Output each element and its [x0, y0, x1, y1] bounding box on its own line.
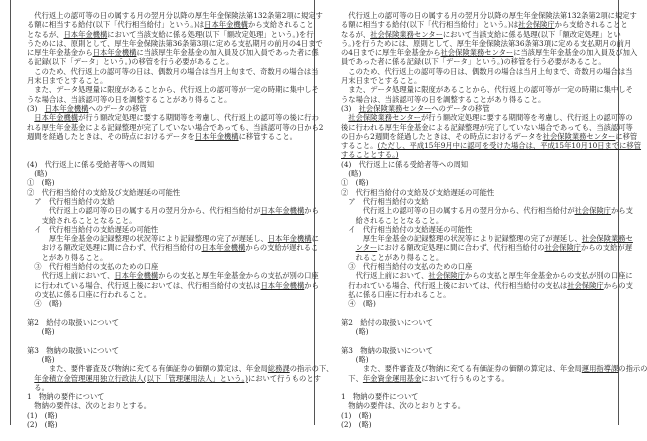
- text-segment: の指示の下、: [289, 364, 334, 374]
- text-line: [341, 392, 618, 401]
- text-line: [27, 48, 319, 58]
- amended-text: 日本年金機構: [204, 20, 248, 30]
- text-segment: に当該厚生年金基金の加入員及び加入員であった者に係: [136, 48, 319, 58]
- amended-text: 日本年金機構: [44, 103, 89, 113]
- text-line: [341, 48, 638, 58]
- amended-text: 社会保険業務センター: [440, 48, 514, 58]
- text-segment: うな場合は、当該認可等の日を調整することがあり得ること。: [27, 94, 232, 104]
- text-segment: 第3 物納の取扱いについて: [27, 345, 120, 355]
- text-line: [341, 169, 618, 178]
- text-segment: に移管すること。: [238, 131, 297, 141]
- amended-text: 日本年金機構: [114, 271, 159, 281]
- text-line: [27, 160, 314, 169]
- text-segment: 物納の要件は、次のとおりとする。: [341, 401, 466, 411]
- text-segment: からの支給が遅れるこ: [245, 243, 319, 253]
- text-line: [341, 374, 618, 383]
- text-line: [27, 76, 314, 85]
- text-segment: となるが、: [27, 29, 64, 39]
- amended-text: 社会保険業務セ: [581, 234, 633, 244]
- text-segment: なるが、: [341, 29, 371, 39]
- text-segment: の指示の: [618, 364, 647, 374]
- amended-text: 社会保険庁: [428, 271, 465, 281]
- amended-text: 年金積立金管理運用独立行政法人(以下「管理運用法人」という。): [34, 373, 248, 383]
- text-line: [341, 290, 618, 299]
- text-segment: [341, 243, 356, 252]
- text-line: [27, 401, 314, 410]
- text-line: [341, 11, 637, 20]
- text-segment: ④ (略): [27, 299, 62, 309]
- text-segment: に移管: [615, 131, 638, 141]
- text-segment: 1 物納の要件について: [27, 392, 105, 402]
- text-line: [341, 355, 618, 364]
- text-segment: おける額改定処理に間に合わず、代行相当給付の: [27, 243, 202, 253]
- amended-text: 日本年金機構: [194, 131, 239, 141]
- text-line: [341, 225, 618, 234]
- text-line: [341, 131, 638, 141]
- text-line: [27, 197, 314, 206]
- text-segment: ③ 代行相当給付の支払のための口座: [27, 262, 159, 272]
- text-segment: に当該厚生年金基金の加入員及び加入: [513, 48, 638, 58]
- text-segment: から支: [610, 206, 633, 216]
- text-line: [341, 401, 618, 410]
- amended-text: 日本年金機構: [34, 113, 79, 123]
- text-segment: (略): [27, 327, 55, 337]
- text-line: [27, 318, 314, 327]
- text-segment: (3): [341, 103, 359, 113]
- text-line: [341, 66, 633, 76]
- text-segment: から: [304, 280, 319, 290]
- text-segment: 代行返上前において、: [341, 271, 429, 281]
- text-segment: 代行返上の認可等の日の属する月の翌月分から、代行相当給付が: [27, 206, 261, 216]
- text-segment: 月末日までとすること。: [341, 76, 422, 86]
- text-line: [27, 132, 314, 141]
- text-segment: る額に相当する給付(以下「代行相当給付」という。)は: [341, 20, 519, 30]
- text-line: [341, 253, 618, 262]
- text-segment: このため、代行返上の認可等の日は、偶数月の場合は当月上旬まで、奇数月の場合は当: [341, 66, 633, 76]
- text-line: [27, 383, 314, 392]
- text-line: [27, 225, 314, 234]
- text-line: [27, 299, 314, 308]
- text-line: [27, 113, 319, 123]
- text-segment: とがあり得ること。: [27, 252, 108, 262]
- text-segment: また、データ処理量に限度があることから、代行返上の認可等が一定の時期に集中しそ: [27, 85, 319, 95]
- text-segment: る。: [27, 382, 49, 392]
- text-segment: (略): [27, 169, 48, 179]
- text-segment: へのデータの移管: [431, 103, 490, 113]
- text-segment: ② 代行相当給付の支給及び支給遅延の可能性: [341, 187, 495, 197]
- text-segment: ア 代行相当給付の支給: [27, 196, 115, 206]
- text-line: [27, 169, 314, 178]
- text-segment: (1) (略): [341, 410, 372, 420]
- text-segment: (2) (略): [341, 420, 372, 430]
- text-line: [341, 57, 618, 66]
- amended-text: 社会保険業務センター: [358, 103, 432, 113]
- text-segment: から: [304, 206, 319, 216]
- text-segment: において行うものとす: [247, 373, 321, 383]
- text-segment: 員であった者に係る記録(以下「データ」という。)の移管を行う必要があること。: [341, 57, 606, 67]
- text-segment: (略): [27, 354, 55, 364]
- text-segment: 第2 給付の取扱いについて: [341, 317, 434, 327]
- text-segment: 後に行われる厚生年金基金による記録整理が完了していない場合であっても、当該認可等: [341, 122, 633, 132]
- text-line: [341, 197, 618, 206]
- amended-text: 社会保険業務センター: [542, 131, 616, 141]
- text-line: [341, 160, 618, 169]
- text-line: [27, 336, 314, 345]
- text-line: [27, 38, 323, 48]
- text-segment: (3): [27, 103, 45, 113]
- text-segment: 第2 給付の取扱いについて: [27, 317, 120, 327]
- text-segment: から支給されることと: [554, 20, 628, 30]
- text-line: [341, 104, 618, 113]
- text-line: [341, 262, 618, 271]
- text-segment: に行われている場合、代行返上後においては、代行相当給付の支払は: [27, 280, 261, 290]
- text-segment: (2) (略): [27, 420, 58, 430]
- text-segment: イ 代行相当給付の支給遅延の可能性: [341, 224, 473, 234]
- text-segment: に: [311, 234, 319, 244]
- amended-text: 日本年金機構: [267, 234, 312, 244]
- text-segment: からの支払と厚生年金基金からの支払が別の口座: [158, 271, 319, 281]
- text-line: [341, 95, 618, 104]
- text-segment: る記録(以下「データ」という。)の移管を行う必要があること。: [27, 57, 234, 67]
- text-line: [341, 113, 633, 123]
- text-line: [341, 336, 618, 345]
- text-segment: 代行返上の認可等の日の属する月の翌月分以降の厚生年金保険法第132条第2項に規定す: [27, 11, 323, 20]
- amended-text: ンター: [355, 243, 378, 253]
- amended-text: することとする。): [341, 150, 399, 160]
- amended-text: (ただし、平成15年9月中に認可を受けた場合は、平成15年10月10日までに移管: [377, 141, 642, 151]
- text-segment: る額に相当する給付(以下「代行相当給付」という。)は: [27, 20, 205, 30]
- text-segment: また、要件審査及び物納に充てる有価証券の価額の算定は、年金局: [27, 364, 268, 374]
- text-line: [341, 206, 633, 216]
- amended-text: 運用指導課: [581, 364, 619, 374]
- amended-text: 日本年金機構: [260, 206, 305, 216]
- text-segment: からの支: [603, 280, 633, 290]
- text-segment: において当該支給に係る処理(以下「額改定処理」という。)を行: [107, 29, 314, 39]
- text-line: [27, 66, 319, 76]
- text-segment: また、要件審査及び物納に充てる有価証券の価額の算定は、年金局: [341, 364, 582, 374]
- text-line: [341, 318, 618, 327]
- text-segment: (1) (略): [27, 410, 58, 420]
- text-segment: 厚生年金基金の記録整理の状況等により記録整理の完了が遅延し、: [27, 234, 268, 244]
- text-segment: 厚生年金基金の記録整理の状況等により記録整理の完了が遅延し、: [341, 234, 582, 244]
- text-line: [341, 122, 633, 132]
- text-line: [341, 243, 633, 253]
- amended-text: 日本年金機構: [260, 280, 305, 290]
- text-segment: からの支払と厚生年金基金からの支払が別の口座に: [464, 271, 633, 281]
- text-line: [341, 280, 633, 290]
- text-line: [341, 141, 642, 151]
- text-line: [27, 234, 319, 244]
- text-segment: 下、: [341, 373, 363, 383]
- text-line: [27, 85, 319, 95]
- amended-text: 年金資金運用基金: [362, 373, 422, 383]
- text-segment: から支給されること: [247, 20, 314, 30]
- text-line: [27, 206, 319, 216]
- text-line: [27, 11, 323, 20]
- amended-text: 日本年金機構: [92, 48, 137, 58]
- text-segment: 月末日までとすること。: [27, 76, 108, 86]
- text-line: [27, 373, 321, 383]
- text-line: [27, 95, 314, 104]
- text-segment: (4) 代行返上に係る受給者等への周知: [27, 159, 155, 169]
- new-text-column: [315, 0, 647, 430]
- text-line: [341, 364, 647, 374]
- text-segment: ③ 代行相当給付の支払のための口座: [341, 262, 473, 272]
- text-line: [341, 420, 618, 429]
- text-line: [341, 20, 628, 30]
- text-segment: において当該支給に係る処理(以下「額改定処理」とい: [442, 29, 621, 39]
- text-line: [341, 383, 618, 392]
- text-line: [341, 85, 633, 95]
- amended-text: 社会保険庁: [574, 206, 611, 216]
- text-segment: れる厚生年金基金による記録整理が完了していない場合であっても、当該認可等の日から2: [27, 122, 324, 132]
- text-segment: 週間を経過したときは、その時点におけるデータを: [27, 131, 195, 141]
- text-segment: ① (略): [341, 178, 369, 188]
- text-segment: (略): [341, 354, 369, 364]
- text-line: [27, 392, 314, 401]
- text-segment: ア 代行相当給付の支給: [341, 196, 429, 206]
- text-line: [341, 234, 633, 244]
- text-segment: が行う額改定処理に要する期間等を考慮し、代行返上の認可等の後に行わ: [78, 113, 319, 123]
- amended-text: 日本年金機構: [63, 29, 108, 39]
- text-segment: れることがあり得ること。: [341, 252, 444, 262]
- text-line: [341, 76, 618, 85]
- text-line: [341, 271, 633, 281]
- amended-text: 社会保険庁: [518, 20, 555, 30]
- text-line: [341, 309, 618, 318]
- text-segment: において行うものとする。: [421, 373, 509, 383]
- text-segment: 給されることとなること。: [341, 215, 444, 225]
- text-segment: すること。: [341, 141, 378, 151]
- text-line: [341, 327, 618, 336]
- text-line: [27, 30, 314, 39]
- text-line: [27, 57, 314, 66]
- text-segment: 払に係る口座に行われること。: [341, 289, 451, 299]
- text-line: [341, 150, 618, 159]
- text-line: [27, 122, 324, 132]
- amended-text: 社会保険業務センター: [370, 29, 443, 39]
- text-line: [27, 141, 314, 150]
- text-segment: このため、代行返上の認可等の日は、偶数月の場合は当月上旬まで、奇数月の場合は当: [27, 66, 319, 76]
- text-line: [27, 20, 314, 29]
- text-line: [341, 346, 618, 355]
- old-text-column: [10, 0, 334, 430]
- text-segment: の4日までに厚生年金基金から: [341, 48, 441, 58]
- text-line: [341, 188, 618, 197]
- text-line: [27, 411, 314, 420]
- text-line: [27, 262, 314, 271]
- text-segment: の日から2週間を経過したときは、その時点におけるデータを: [341, 131, 543, 141]
- text-segment: における額改定処理に間に合わず、代行相当給付の: [377, 243, 545, 253]
- text-line: [27, 178, 314, 187]
- amended-text: 社会保険庁: [567, 280, 604, 290]
- text-line: [27, 364, 334, 374]
- text-segment: また、データ処理量に限度があることから、代行返上の認可等が一定の時期に集中しそ: [341, 85, 633, 95]
- amended-text: 社会保険庁: [544, 243, 581, 253]
- text-segment: へのデータの移管: [88, 103, 147, 113]
- text-line: [27, 188, 314, 197]
- text-line: [341, 38, 632, 48]
- text-segment: うな場合は、当該認可等の日を調整することがあり得ること。: [341, 94, 546, 104]
- text-line: [27, 290, 314, 299]
- text-segment: 物納の要件は、次のとおりとする。: [27, 401, 152, 411]
- text-segment: う。)を行うためには、原則として、厚生年金保険法第36条第3項に定める支払期月の前月: [341, 38, 632, 48]
- text-line: [341, 411, 618, 420]
- text-segment: 代行返上前において、: [27, 271, 115, 281]
- text-line: [27, 271, 319, 281]
- amended-text: 社会保険業務センター: [348, 113, 421, 123]
- text-line: [27, 150, 314, 159]
- text-segment: からの支給が遅: [580, 243, 633, 253]
- text-line: [341, 29, 621, 39]
- text-segment: (略): [341, 327, 369, 337]
- text-line: [27, 346, 314, 355]
- text-line: [341, 299, 618, 308]
- text-segment: の支払に係る口座に行われること。: [27, 289, 152, 299]
- text-segment: ① (略): [27, 178, 55, 188]
- text-line: [27, 280, 319, 290]
- text-line: [27, 420, 314, 429]
- text-line: [27, 253, 314, 262]
- text-line: [27, 104, 314, 113]
- text-segment: 第3 物納の取扱いについて: [341, 345, 434, 355]
- text-segment: (4) 代行返上に係る受給者等への周知: [341, 159, 469, 169]
- text-line: [27, 309, 314, 318]
- text-segment: うためには、原則として、厚生年金保険法第36条第3項に定める支払期月の前月の4日まで: [27, 38, 323, 48]
- text-line: [27, 216, 314, 225]
- text-segment: 代行返上の認可等の日の属する月の翌月分から、代行相当給付が: [341, 206, 575, 216]
- text-line: [27, 243, 319, 253]
- text-segment: 支給されることとなること。: [27, 215, 137, 225]
- text-line: [27, 355, 314, 364]
- text-segment: イ 代行相当給付の支給遅延の可能性: [27, 224, 159, 234]
- text-segment: 行われている場合、代行返上後においては、代行相当給付の支払は: [341, 280, 568, 290]
- text-line: [341, 216, 618, 225]
- text-segment: 1 物納の要件について: [341, 392, 419, 402]
- text-segment: ② 代行相当給付の支給及び支給遅延の可能性: [27, 187, 181, 197]
- text-segment: ④ (略): [341, 299, 376, 309]
- text-line: [341, 178, 618, 187]
- text-line: [27, 327, 314, 336]
- amended-text: 総務課: [267, 364, 290, 374]
- text-segment: に厚生年金基金から: [27, 48, 93, 58]
- amended-text: 日本年金機構: [201, 243, 246, 253]
- text-segment: (略): [341, 169, 362, 179]
- text-segment: が行う額改定処理に要する期間等を考慮し、代行返上の認可等の: [420, 113, 633, 123]
- text-segment: 代行返上の認可等の日の属する月の翌月分以降の厚生年金保険法第132条第2項に規定す: [341, 11, 637, 20]
